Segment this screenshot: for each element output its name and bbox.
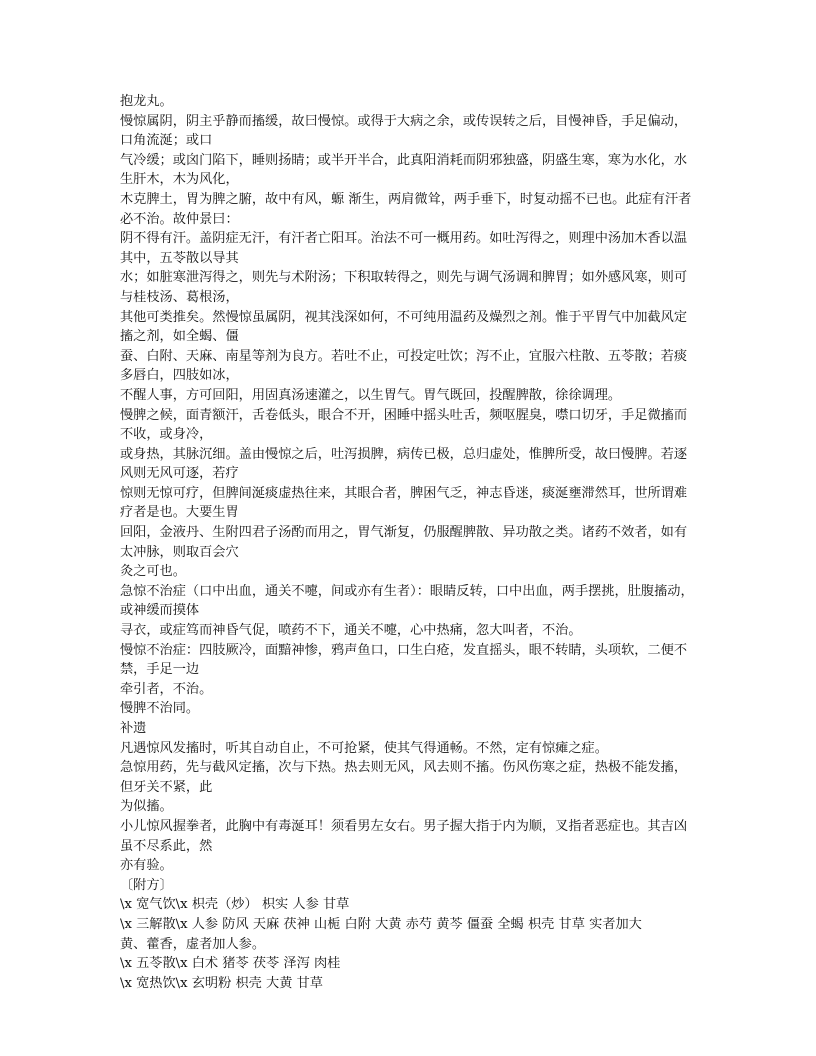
text-line: 气冷缓；或囟门陷下，睡则扬睛；或半开半合，此真阳消耗而阴邪独盛，阴盛生寒，寒为水化，水生肝木，木为风化， [120,152,688,188]
text-line: 其他可类推矣。然慢惊虽属阴，视其浅深如何，不可纯用温药及燥烈之剂。惟于平胃气中加截风定搐之剂，如全蝎、僵 [120,309,688,345]
text-line: 黄、藿香，虚者加人参。 [120,936,266,952]
text-line: 牵引者，不治。 [120,681,213,697]
text-line: 蚕、白附、天麻、南星等剂为良方。若吐不止，可投定吐饮；泻不止，宜服六柱散、五苓散；若痰多唇白，四肢如冰， [120,348,688,384]
text-line: 阴不得有汗。盖阴症无汗，有汗者亡阳耳。治法不可一概用药。如吐泻得之，则理中汤加木香以温其中，五苓散以导其 [120,231,688,266]
text-line: \x 三解散\x 人参 防风 天麻 茯神 山栀 白附 大黄 赤芍 黄芩 僵蚕 全蝎 枳壳 甘草 实者加大 [120,916,642,932]
text-line: 慢惊属阴，阴主乎静而搐缓，故曰慢惊。或得于大病之余，或传误转之后，目慢神昏，手足偏动，口角流涎；或口 [120,113,688,149]
text-line: 水；如脏寒泄泻得之，则先与术附汤；下积取转得之，则先与调气汤调和脾胃；如外感风寒，则可与桂枝汤、葛根汤， [120,270,688,305]
text-line: 回阳，金液丹、生附四君子汤酌而用之，胃气渐复，仍服醒脾散、异功散之类。诸药不效者，如有太冲脉，则取百会穴 [120,525,688,560]
text-line: \x 五苓散\x 白术 猪苓 茯苓 泽泻 肉桂 [120,956,341,972]
text-line: 或身热，其脉沉细。盖由慢惊之后，吐泻损脾，病传已极，总归虚处，惟脾所受，故曰慢脾。若逐风则无风可逐，若疗 [120,446,688,482]
text-line: 急惊不治症（口中出血，通关不嚏，间或亦有生者）：眼睛反转，口中出血，两手摆挑，肚腹搐动，或神缓而摸体 [120,583,694,619]
text-line: 慢惊不治症：四肢厥冷，面黯神惨，鸦声鱼口，口生白疮，发直摇头，眼不转睛，头项软，二便不禁，手足一边 [120,642,688,678]
text-line: 慢脾之候，面青额汗，舌卷低头，眼合不开，困睡中摇头吐舌，频呕腥臭，噤口切牙，手足微搐而不收，或身冷， [120,407,688,443]
text-line: 为似搐。 [120,799,173,815]
text-line: \x 宽气饮\x 枳壳（炒） 枳实 人参 甘草 [120,897,350,913]
text-line: 补遗 [120,721,147,736]
text-line: 木克脾土，胃为脾之腑，故中有风，螈 渐生，两肩微耸，两手垂下，时复动摇不已也。此症有汗者必不治。故仲景曰： [120,191,692,227]
text-line: 惊则无惊可疗，但脾间涎痰虚热往来，其眼合者，脾困气乏，神志昏迷，痰涎壅滞然耳，世所谓难疗者是也。大要生胃 [120,485,688,521]
text-line: \x 宽热饮\x 玄明粉 枳壳 大黄 甘草 [120,975,323,991]
document-page [120,92,700,993]
text-line: 抱龙丸。 [120,94,173,109]
text-line: 〔附方〕 [120,877,173,893]
text-line: 慢脾不治同。 [120,701,200,717]
text-line: 不醒人事，方可回阳，用固真汤速灌之，以生胃气。胃气既回，投醒脾散，徐徐调理。 [120,387,622,403]
text-line: 凡遇惊风发搐时，听其自动自止，不可抢紧，使其气得通畅。不然，定有惊瘫之症。 [120,740,608,756]
text-line: 急惊用药，先与截风定搐，次与下热。热去则无风，风去则不搐。伤风伤寒之症，热极不能发搐，但牙关不紧，此 [120,760,688,795]
text-line: 小儿惊风握拳者，此胸中有毒涎耳！须看男左女右。男子握大指于内为顺，叉指者恶症也。其吉凶虽不尽系此，然 [120,818,688,854]
text-line: 灸之可也。 [120,564,186,580]
text-line: 寻衣，或症笃而神昏气促，喷药不下，通关不嚏，心中热痛，忽大叫者，不治。 [120,623,582,639]
text-line: 亦有验。 [120,858,173,874]
